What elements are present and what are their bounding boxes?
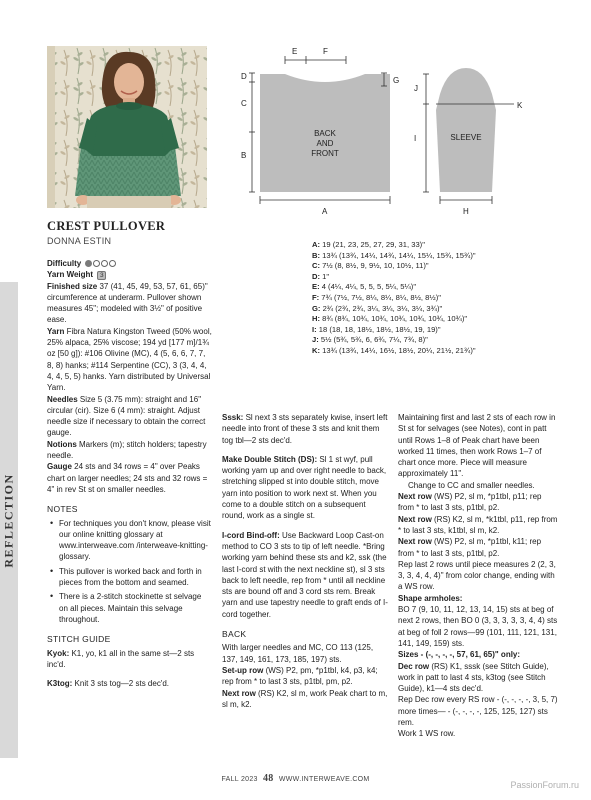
notes-list xyxy=(47,518,212,626)
model-photo-illustration xyxy=(47,46,207,208)
measurements-list xyxy=(312,240,492,357)
footer-issue: FALL 2023 xyxy=(221,776,258,783)
sleeve-label: SLEEVE xyxy=(450,133,482,142)
measurement-row: J: 5½ (5¾, 5¾, 6, 6¾, 7¼, 7¾, 8)" xyxy=(312,335,428,345)
measurement-row: I: 18 (18, 18, 18½, 18½, 18½, 19, 19)" xyxy=(312,324,441,334)
label-F: F xyxy=(323,47,328,56)
label-B: B xyxy=(241,151,247,160)
label-K: K xyxy=(517,101,523,110)
finished-size: Finished size 37 (41, 45, 49, 53, 57, 61, 65)" circumference at underarm. Pullover shown measures 45"; modeled with 3½" of positive ease. xyxy=(47,281,208,325)
yarn-weight-row: Yarn Weight 3 xyxy=(47,269,212,280)
gauge-spec: Gauge 24 sts and 34 rows = 4" over Peaks chart on larger needles; 24 sts and 32 rows = 4" in rev St st on smaller needles. xyxy=(47,462,208,494)
double-stitch-def: Make Double Stitch (DS): Sl 1 st wyf, pull working yarn up and over right needle to back, stretching slipped st into double stitch, move yarn into position to work next st. When you come to a double stitch on a subsequent round, work as a single st. xyxy=(222,454,387,521)
stitch-guide-heading: STITCH GUIDE xyxy=(47,634,111,645)
body-label-2: AND xyxy=(316,139,334,148)
icord-def: I-cord Bind-off: Use Backward Loop Cast-on method to CO 3 sts to tip of left needle. *Bring working yarn behind these sts and k2, ssk (the last I-cord st with the next neckline st), sl 3 sts back to left needle, rep from * until all neckline sts are bound off and 3 cord sts rem. Break yarn and use tapestry needle to graft ends of I-cord together. xyxy=(222,530,388,619)
needles-spec: Needles Size 5 (3.75 mm): straight and 16" circular (cir). Size 6 (4 mm): straight. Adjust needle size if necessary to obtain the correct gauge. xyxy=(47,394,206,438)
difficulty-dot-empty-icon xyxy=(93,260,100,267)
work-ws-text: Work 1 WS row. xyxy=(398,729,456,739)
measurement-row: D: 1" xyxy=(312,271,330,281)
measurement-row: B: 13¾ (13¾, 14¼, 14¾, 14¼, 15¼, 15¾, 15¾)" xyxy=(312,250,476,260)
model-photo xyxy=(47,46,207,208)
column-back-instructions xyxy=(398,412,558,740)
measurement-row: E: 4 (4¼, 4¼, 5, 5, 5, 5¼, 5¼)" xyxy=(312,282,417,292)
label-D: D xyxy=(241,72,247,81)
next-row-2: Next row (RS) K2, sl m, *k1tbl, p11, rep from * to last 3 sts, k1tbl, sl m, k2. xyxy=(398,514,558,535)
next-row-3: Next row (WS) P2, sl m, *p1tbl, k11; rep from * to last 3 sts, p1tbl, p2. xyxy=(398,537,542,558)
watermark: PassionForum.ru xyxy=(510,780,579,790)
yarn-weight-badge: 3 xyxy=(97,271,106,280)
measurement-row: A: 19 (21, 23, 25, 27, 29, 31, 33)" xyxy=(312,240,425,249)
rep-dec-text: Rep Dec row every RS row - (-, -, -, -, 3, 5, 7) more times— - (-, -, -, -, 125, 125, 127) sts rem. xyxy=(398,695,558,728)
sssk-def: Sssk: Sl next 3 sts separately kwise, insert left needle into front of these 3 sts and knit them tog tbl—2 sts dec'd. xyxy=(222,413,388,445)
note-item: • For techniques you don't know, please visit our online knitting glossary at www.interweave.com /interweave-knitting-glossary. xyxy=(47,518,212,563)
section-tab-label-wrap xyxy=(0,282,18,758)
sizes-heading: Sizes - (-, -, -, -, 57, 61, 65)" only: xyxy=(398,650,521,660)
pattern-header xyxy=(47,219,222,246)
yarn-spec: Yarn Fibra Natura Kingston Tweed (50% wool, 25% alpaca, 25% viscose; 194 yd [177 m]/1¾ oz [50 g]): #106 Olivine (MC), 4 (5, 6, 6, 7, 7, 8, 8) hanks; #114 Serpentine (CC), 3 (3, 4, 4, 4, 4, 5, 5) hanks. Yarn distributed by Universal Yarn. xyxy=(47,326,212,393)
measurement-row: F: 7¾ (7½, 7½, 8¼, 8¼, 8¼, 8½, 8½)" xyxy=(312,292,441,302)
k3tog-def: K3tog: Knit 3 sts tog—2 sts dec'd. xyxy=(47,679,170,689)
body-label-1: BACK xyxy=(314,129,336,138)
notions-spec: Notions Markers (m); stitch holders; tapestry needle. xyxy=(47,439,207,461)
footer-site: WWW.INTERWEAVE.COM xyxy=(278,776,370,783)
next-row: Next row (RS) K2, sl m, work Peak chart to m, sl m, k2. xyxy=(222,688,388,709)
note-item: • There is a 2-stitch stockinette st selvage on all pieces. Maintain this selvage throughout. xyxy=(47,591,212,625)
measurement-row: C: 7½ (8, 8½, 9, 9½, 10, 10½, 11)" xyxy=(312,261,429,271)
shape-armholes-heading: Shape armholes: xyxy=(398,593,463,603)
schematic-diagram xyxy=(240,44,540,220)
kyok-def: Kyok: K1, yo, k1 all in the same st—2 sts inc'd. xyxy=(47,648,195,669)
label-C: C xyxy=(241,99,247,108)
measurement-row: H: 8¾ (8¾, 10¾, 10¾, 10¾, 10¾, 10¾, 10¾)" xyxy=(312,314,468,324)
label-A: A xyxy=(322,207,328,216)
label-J: J xyxy=(414,84,418,93)
armhole-text: BO 7 (9, 10, 11, 12, 13, 14, 15) sts at beg of next 2 rows, then BO 0 (3, 3, 3, 3, 3, 4, 4) sts at beg of foll 2 rows—99 (101, 111, 121, 131, 141, 149, 159) sts. xyxy=(398,605,558,648)
section-tab-label: REFLECTION xyxy=(1,472,16,568)
pattern-designer: DONNA ESTIN xyxy=(47,236,112,246)
page-footer xyxy=(0,773,591,784)
label-G: G xyxy=(393,76,400,85)
change-cc-text: Change to CC and smaller needles. xyxy=(408,480,535,490)
column-stitch-guide xyxy=(222,412,388,710)
next-row-1: Next row (WS) P2, sl m, *p1tbl, p11; rep from * to last 3 sts, p1tbl, p2. xyxy=(398,492,542,513)
sleeve-piece xyxy=(436,68,496,192)
label-I: I xyxy=(414,134,417,143)
schematic-svg xyxy=(240,44,540,220)
back-cast-on: With larger needles and MC, CO 113 (125, 137, 149, 161, 173, 185, 197) sts. xyxy=(222,643,374,664)
back-body-text: Maintaining first and last 2 sts of each row in St st for selvages (see Notes), cont in patt until Rows 1–8 of Peak chart have been worked 11 times, then work Rows 1–7 of chart once more. Piece will measure approximately 11". xyxy=(398,413,556,479)
notes-heading: NOTES xyxy=(47,504,78,515)
page-number: 48 xyxy=(263,773,274,784)
setup-row: Set-up row (WS) P2, pm, *p1tbl, k4, p3, k4; rep from * to last 3 sts, p1tbl, pm, p2. xyxy=(222,665,378,687)
dec-row: Dec row (RS) K1, sssk (see Stitch Guide), work in patt to last 4 sts, k3tog (see Stitch Guide), k1—4 sts dec'd. xyxy=(398,661,549,694)
label-H: H xyxy=(463,207,469,216)
difficulty-dot-filled-icon xyxy=(85,260,92,267)
difficulty-row: Difficulty xyxy=(47,258,212,269)
column-specs xyxy=(47,258,212,689)
back-heading: BACK xyxy=(222,629,247,640)
pattern-title: CREST PULLOVER xyxy=(47,219,166,233)
repeat-rows-text: Rep last 2 rows until piece measures 2 (2, 3, 3, 3, 4, 4, 4)" from color change, ending with a WS row. xyxy=(398,559,556,592)
label-E: E xyxy=(292,47,298,56)
difficulty-rating xyxy=(85,260,116,267)
difficulty-dot-empty-icon xyxy=(101,260,108,267)
difficulty-dot-empty-icon xyxy=(109,260,116,267)
measurement-row: K: 13¾ (13¾, 14¼, 16½, 18½, 20¼, 21½, 21¾)" xyxy=(312,345,476,355)
measurement-row: G: 2¾ (2¾, 2¾, 3¼, 3¼, 3¼, 3¼, 3¾)" xyxy=(312,303,443,313)
body-label-3: FRONT xyxy=(311,149,339,158)
note-item: • This pullover is worked back and forth in pieces from the bottom and seamed. xyxy=(47,566,212,589)
